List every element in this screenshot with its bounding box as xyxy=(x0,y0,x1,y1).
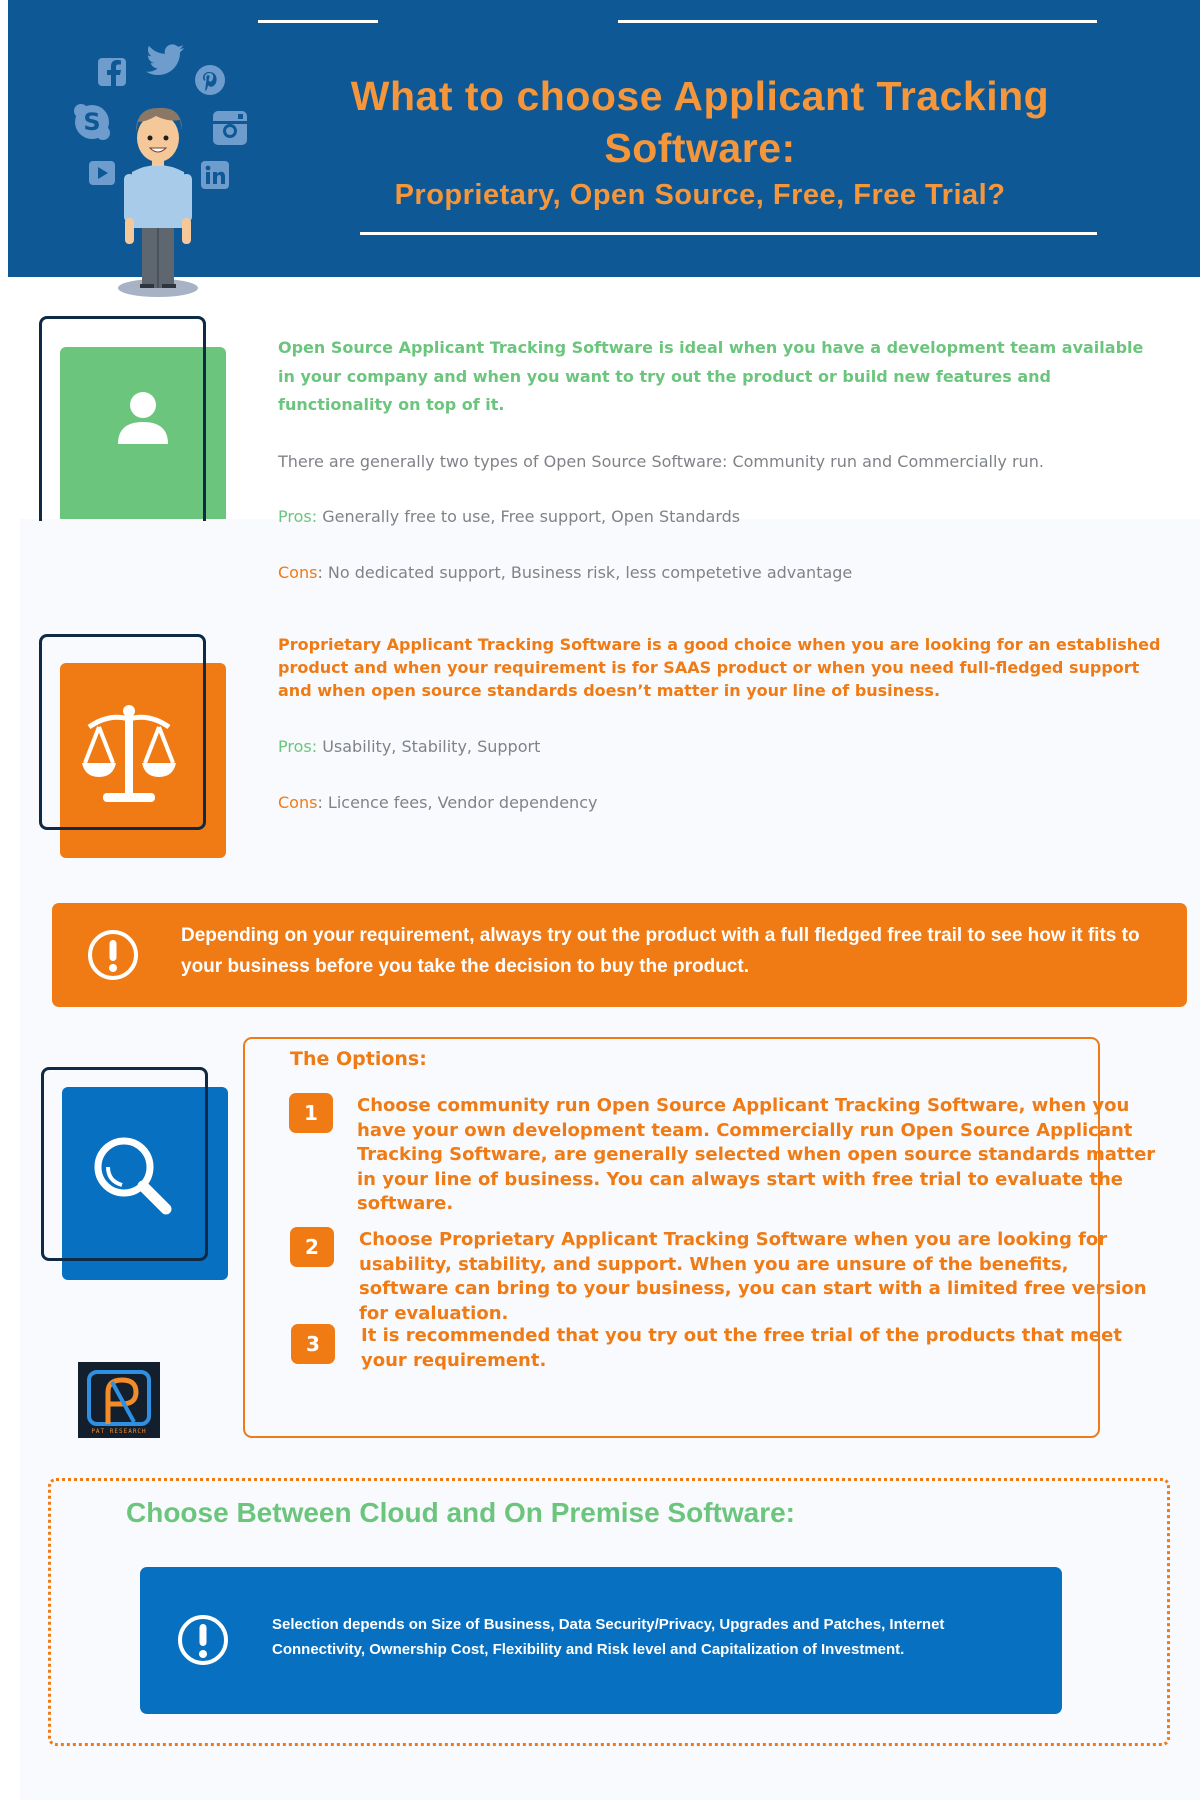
option-item-3 xyxy=(291,1324,335,1364)
header-rule-top-left xyxy=(258,20,378,23)
open-source-cons xyxy=(278,563,1158,582)
exclamation-icon xyxy=(176,1612,230,1668)
options-title: The Options: xyxy=(290,1048,427,1070)
option-item-1 xyxy=(289,1093,333,1133)
pat-research-logo xyxy=(78,1362,160,1438)
header-rule-bottom xyxy=(360,232,1097,235)
skype-icon xyxy=(72,102,112,142)
open-source-outline xyxy=(39,316,206,521)
option-item-2 xyxy=(290,1227,334,1267)
proprietary-lead: Proprietary Applicant Tracking Software is a good choice when you are looking for an established product and when your requirement is for SAAS product or when you need full-fledged support and when open source standards doesn’t matter in your line of business. xyxy=(278,635,1161,700)
pat-research-logo-mark xyxy=(78,1362,160,1438)
pros-label: Pros: xyxy=(278,507,318,526)
instagram-icon xyxy=(212,110,248,146)
banner-text: Depending on your requirement, always try out the product with a full fledged free trail to see how it fits to your business before you take the decision to buy the product. xyxy=(181,925,1140,977)
page-title xyxy=(270,70,1130,174)
open-source-pros xyxy=(278,507,1158,526)
cons-text: : No dedicated support, Business risk, less competetive advantage xyxy=(317,563,853,582)
option-badge-3: 3 xyxy=(291,1324,335,1364)
facebook-icon xyxy=(96,56,130,90)
svg-text:S: S xyxy=(83,108,101,136)
pros-text: Generally free to use, Free support, Open Standards xyxy=(317,507,741,526)
open-source-types: There are generally two types of Open Source Software: Community run and Commercially run. xyxy=(278,452,1044,471)
open-source-lead: Open Source Applicant Tracking Software is ideal when you have a development team available in your company and when you want to try out the product or build new features and functionality on top of it. xyxy=(278,338,1144,414)
character-illustration xyxy=(110,100,206,300)
option-text-2: Choose Proprietary Applicant Tracking Software when you are looking for usability, stability, and support. When you are unsure of the benefits, software can bring to your business, you can start with a limited free version for evaluation. xyxy=(359,1229,1147,1324)
title-line-2: Software: xyxy=(604,125,796,171)
exclamation-icon xyxy=(86,928,140,982)
pros-label: Pros: xyxy=(278,737,318,756)
option-text-3: It is recommended that you try out the free trial of the products that meet your requirement. xyxy=(361,1325,1122,1371)
title-line-1: What to choose Applicant Tracking xyxy=(350,73,1050,119)
cloud-text: Selection depends on Size of Business, Data Security/Privacy, Upgrades and Patches, Internet Connectivity, Ownership Cost, Flexibility and Risk level and Capitalization of Investment. xyxy=(272,1616,945,1658)
cons-text: : Licence fees, Vendor dependency xyxy=(317,793,598,812)
pros-text: Usability, Stability, Support xyxy=(317,737,541,756)
twitter-icon xyxy=(146,44,186,78)
page-subtitle: Proprietary, Open Source, Free, Free Trial? xyxy=(394,179,1006,211)
proprietary-cons xyxy=(278,793,1158,812)
option-badge-2: 2 xyxy=(290,1227,334,1267)
pinterest-icon xyxy=(194,64,226,96)
proprietary-outline xyxy=(39,634,206,830)
cons-label: Cons xyxy=(278,563,318,582)
option-text-1: Choose community run Open Source Applicant Tracking Software, when you have your own development team. Commercially run Open Source Applicant Tracking Software, are generally selected when open source standards matter in your line of business. You can always start with free trial to evaluate the software. xyxy=(357,1095,1156,1214)
proprietary-pros xyxy=(278,737,1158,756)
header-rule-top-right xyxy=(618,20,1097,23)
cons-label: Cons xyxy=(278,793,318,812)
options-outline xyxy=(41,1067,208,1261)
option-badge-1: 1 xyxy=(289,1093,333,1133)
logo-text: PAT RESEARCH xyxy=(91,1428,147,1435)
cloud-title: Choose Between Cloud and On Premise Software: xyxy=(126,1497,796,1528)
